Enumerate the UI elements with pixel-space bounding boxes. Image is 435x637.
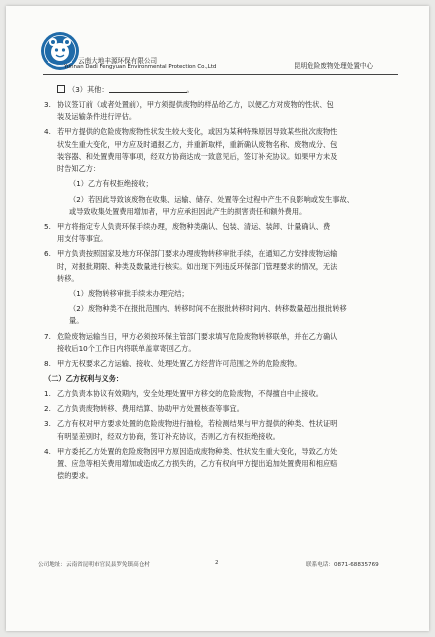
clause-number: 4. [44, 127, 51, 137]
letterhead [6, 6, 429, 74]
text-line: 接收后10个工作日内将联单盖章寄回乙方。 [57, 343, 196, 353]
company-name-en: Yunnan Dadi Fengyuan Environmental Protection Co.,Ltd [64, 64, 217, 70]
clause-text [44, 331, 400, 356]
text-line: （1）乙方有权拒绝接收； [69, 179, 153, 189]
text-line: 乙方负责废物转移、费用结算、协助甲方处置核查等事宜。 [57, 404, 244, 414]
option-other-label: （3）其他： [68, 85, 109, 94]
text-line: 装容器、和处置费用等事项，经双方协商达成一致意见后，签订补充协议。如果甲方未及 [57, 152, 338, 162]
clause [44, 418, 400, 443]
text-line: 危险废物运输当日，甲方必须按环保主管部门要求填写危险废物转移联单，并在乙方确认 [57, 331, 338, 341]
page-number: 2 [215, 560, 219, 566]
clause-text [57, 303, 400, 328]
text-line: 转移。 [57, 273, 79, 283]
clause [44, 248, 400, 285]
text-line: 时告知乙方： [57, 164, 101, 174]
text-line: 协议签订前（或者处置前），甲方须提供废物的样品给乙方，以便乙方对废物的性状、包 [57, 100, 334, 110]
clause-text [57, 178, 400, 190]
footer-address: 公司地址：云南省昆明市官民县罗免镇高仓村 [38, 562, 150, 568]
option-other-tail: 。 [186, 85, 194, 94]
option-other [44, 84, 400, 96]
text-line: 置、应急等相关费用增加或造成乙方损失的，乙方有权向甲方提出追加处置费用和相应赔 [57, 458, 338, 468]
clause [44, 99, 400, 124]
text-line: （2）废物种类不在报批范围内、转移时间不在报批转移时间内、转移数量超出报批转移 [69, 304, 347, 314]
clause-number: 1. [44, 389, 51, 399]
section-title: （二）乙方权利与义务： [44, 374, 124, 383]
header-divider [43, 74, 398, 75]
clause [44, 388, 400, 400]
text-line: 乙方有权对甲方要求处置的危险废物进行抽检，若检测结果与甲方提供的种类、性状证明 [57, 419, 338, 429]
text-line: 有明显差别时，经双方协商，签订补充协议，否则乙方有权拒绝接收。 [57, 431, 280, 441]
document-page [6, 6, 429, 631]
text-line: 甲方将指定专人负责环保手续办理，废物种类确认、包装、清运、装卸、计量确认、费 [57, 221, 331, 231]
contract-body [44, 84, 400, 485]
clause-number: 8. [44, 358, 51, 368]
text-line: 用支付等事宜。 [57, 234, 108, 244]
clause-number: 3. [44, 419, 51, 429]
text-line: 装及运输条件进行评估。 [57, 112, 137, 122]
clause-number: 6. [44, 249, 51, 259]
text-line: 乙方负责本协议有效期内，安全处理处置甲方移交的危险废物，不得擅自中止接收。 [57, 389, 323, 399]
clause-number: 3. [44, 100, 51, 110]
text-line: 若甲方提供的危险废物废物性状发生较大变化，或因为某种特殊原因导致某些批次废物性 [57, 127, 338, 137]
clause-number: 2. [44, 404, 51, 414]
clause-text [57, 194, 400, 219]
center-name: 昆明危险废物处理处置中心 [294, 62, 374, 70]
text-line: 或导致收集处置费用增加者，甲方应承担因此产生的损害责任和额外费用。 [69, 206, 307, 216]
clause-number: 4. [44, 446, 51, 456]
sub-clause [57, 178, 400, 190]
text-line: 甲方委托乙方处置的危险废物因甲方原因造成废物种类、性状发生重大变化，导致乙方处 [57, 446, 338, 456]
clause-text [44, 99, 400, 124]
clause [44, 126, 400, 175]
text-line: 时，对报批期限、种类及数量进行核实。如出现下列违反环保部门管理要求的情况，无法 [57, 261, 338, 271]
clause-text [44, 446, 400, 483]
clause [44, 331, 400, 356]
text-line: 量。 [69, 316, 84, 326]
checkbox-icon [57, 85, 65, 93]
text-line: 甲方无权要求乙方运输、接收、处理处置乙方经营许可范围之外的危险废物。 [57, 358, 302, 368]
text-line: 状发生重大变化，甲方应及时通报乙方，并重新取样，重新确认废物名称、废物成分、包 [57, 139, 338, 149]
text-line: （2）若因此导致该废物在收集、运输、储存、处置等全过程中产生不良影响或发生事故、 [69, 194, 354, 204]
clause-number: 5. [44, 221, 51, 231]
text-line: （1）废物转移审批手续未办理完结； [69, 289, 189, 299]
clause [44, 358, 400, 370]
sub-clause [57, 303, 400, 328]
clause [44, 221, 400, 246]
footer-phone: 联系电话：0871-68835769 [306, 562, 379, 568]
clause-number: 7. [44, 331, 51, 341]
clause-text [44, 388, 400, 400]
text-line: 甲方负责按照国家及地方环保部门要求办理废物转移审批手续，在通知乙方安排废物运输 [57, 249, 338, 259]
sub-clause [57, 194, 400, 219]
clause [44, 446, 400, 483]
text-line: 偿的要求。 [57, 471, 93, 481]
clause-text [44, 418, 400, 443]
blank-line [109, 84, 187, 93]
company-name-cn: 云南大地丰源环保有限公司 [78, 57, 158, 65]
clause-text [57, 288, 400, 300]
clause-text [44, 358, 400, 370]
clause [44, 403, 400, 415]
clause-text [44, 248, 400, 285]
clause-text [44, 221, 400, 246]
sub-clause [57, 288, 400, 300]
clause-text [44, 403, 400, 415]
clause-text [44, 126, 400, 175]
